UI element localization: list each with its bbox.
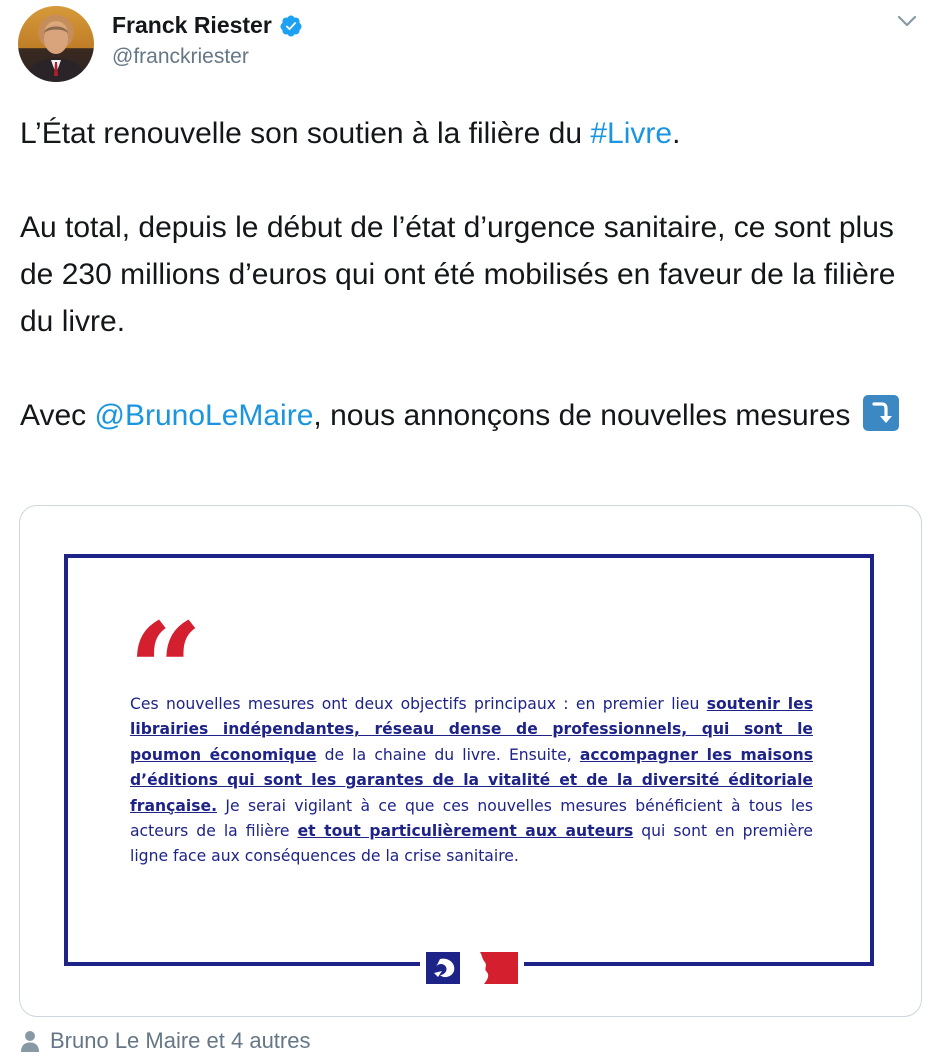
person-icon (20, 1030, 40, 1052)
mention-brunolemaire-link[interactable]: @BrunoLeMaire (94, 399, 314, 432)
tweet-paragraph-1: L’État renouvelle son soutien à la filière du #Livre. (20, 117, 681, 150)
chevron-down-icon[interactable] (897, 14, 917, 28)
author-handle[interactable]: @franckriester (112, 45, 249, 68)
tagged-people[interactable] (20, 1028, 310, 1054)
tweet-paragraph-2: Au total, depuis le début de l’état d’urgence sanitaire, ce sont plus de 230 millions d’euros qui ont été mobilisés en faveur de la filière du livre. (20, 211, 896, 338)
quote-text: Ces nouvelles mesures ont deux objectifs principaux : en premier lieu soutenir les librairies indépendantes, réseau dense de professionnels, qui sont le poumon économique de la chaine du livre. Ensuite, accompagner les maisons d’éditions qui sont les garantes de la vitalité et de la diversité éditoriale française. Je serai vigilant à ce que ces nouvelles mesures bénéficient à tous les acteurs de la filière et tout particulièrement aux auteurs qui sont en première ligne face aux conséquences de la crise sanitaire. (130, 695, 814, 866)
quote-mark-icon: “ (128, 594, 203, 747)
avatar[interactable] (18, 6, 94, 82)
verified-badge-icon (279, 14, 303, 38)
media-card[interactable] (19, 505, 922, 1017)
marianne-logo (426, 949, 518, 987)
hashtag-livre-link[interactable]: #Livre (590, 117, 673, 150)
tagged-people-label: Bruno Le Maire et 4 autres (50, 1028, 311, 1053)
tweet-text (20, 110, 920, 439)
author-display-name[interactable]: Franck Riester (112, 12, 272, 38)
tweet-paragraph-3: Avec @BrunoLeMaire, nous annonçons de nouvelles mesures (20, 392, 920, 439)
arrow-right-hook-down-icon (863, 395, 899, 431)
author-name-row (112, 12, 303, 39)
